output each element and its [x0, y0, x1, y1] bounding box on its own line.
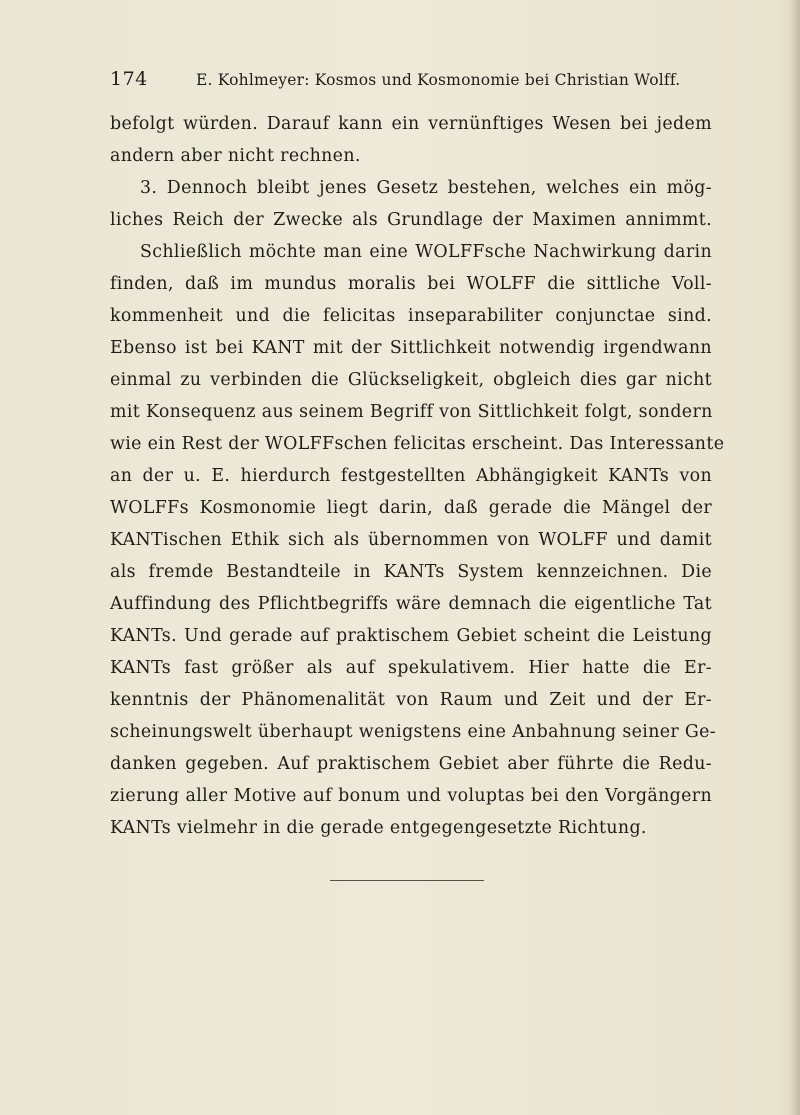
text-line: KANTs vielmehr in die gerade entgegengesetzte Richtung. [110, 818, 647, 838]
text-line: an der u. E. hierdurch festgestellten Abhängigkeit KANTs von [110, 466, 712, 486]
text-line: danken gegeben. Auf praktischem Gebiet aber führte die Redu- [110, 754, 712, 774]
text-line: 3. Dennoch bleibt jenes Gesetz bestehen, welches ein mög- [140, 178, 712, 198]
running-title: E. Kohlmeyer: Kosmos und Kosmonomie bei Christian Wolff. [196, 71, 681, 89]
text-line: KANTs. Und gerade auf praktischem Gebiet scheint die Leistung [110, 626, 712, 646]
text-line: scheinungswelt überhaupt wenigstens eine Anbahnung seiner Ge- [110, 722, 717, 742]
text-line: befolgt würden. Darauf kann ein vernünftiges Wesen bei jedem [110, 114, 712, 134]
text-line: liches Reich der Zwecke als Grundlage der Maximen annimmt. [110, 210, 712, 230]
text-line: einmal zu verbinden die Glückseligkeit, obgleich dies gar nicht [110, 370, 712, 390]
text-line: finden, daß im mundus moralis bei WOLFF die sittliche Voll- [110, 274, 712, 294]
text-line: als fremde Bestandteile in KANTs System kennzeichnen. Die [110, 562, 712, 582]
text-line: Ebenso ist bei KANT mit der Sittlichkeit notwendig irgendwann [110, 338, 712, 358]
text-line: zierung aller Motive auf bonum und voluptas bei den Vorgängern [110, 786, 712, 806]
running-header [110, 64, 710, 98]
footnote-separator-rule [330, 880, 484, 881]
text-line: kommenheit und die felicitas inseparabiliter conjunctae sind. [110, 306, 712, 326]
text-line: mit Konsequenz aus seinem Begriff von Sittlichkeit folgt, sondern [110, 402, 713, 422]
text-line: WOLFFs Kosmonomie liegt darin, daß gerade die Mängel der [110, 498, 712, 518]
body-paragraphs [110, 108, 725, 844]
text-line: KANTischen Ethik sich als übernommen von WOLFF und damit [110, 530, 712, 550]
page-edge-shadow [790, 0, 800, 1115]
text-line: KANTs fast größer als auf spekulativem. Hier hatte die Er- [110, 658, 712, 678]
text-line: kenntnis der Phänomenalität von Raum und Zeit und der Er- [110, 690, 712, 710]
page-number: 174 [110, 68, 148, 90]
text-line: Auffindung des Pflichtbegriffs wäre demnach die eigentliche Tat [110, 594, 712, 614]
text-line: wie ein Rest der WOLFFschen felicitas erscheint. Das Interessante [110, 434, 725, 454]
text-line: andern aber nicht rechnen. [110, 146, 361, 166]
text-line: Schließlich möchte man eine WOLFFsche Nachwirkung darin [140, 242, 712, 262]
